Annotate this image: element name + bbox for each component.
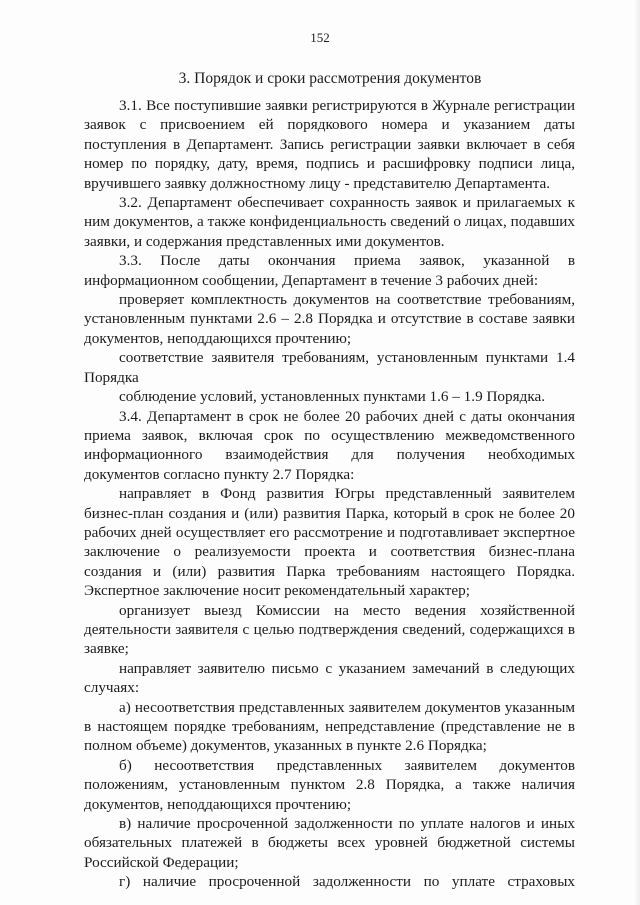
paragraph-3-1: 3.1. Все поступившие заявки регистрируются в Журнале регистрации заявок с присвоением ей порядкового номера и указанием даты поступления в Департамент. Запись регистрации заявки включает в себя номер по порядку, дату, время, подпись и расшифровку подписи лица, вручившего заявку должностному лицу - представителю Департамента.: [84, 97, 575, 192]
list-item-g: г) наличие просроченной задолженности по уплате страховых: [119, 873, 575, 891]
section-heading: 3. Порядок и сроки рассмотрения документов: [178, 70, 482, 87]
paragraph-send-to-fund: направляет в Фонд развития Югры представленный заявителем бизнес-план создания и (или) развития Парка, который в срок не более 20 рабочих дней осуществляет его рассмотрение и подготавливает экспертное заключение о реализуемости проекта и соответствия бизнес-плана создания и (или) развития Парка требованиям настоящего Порядка. Экспертное заключение носит рекомендательный характер;: [84, 485, 575, 600]
document-body: [84, 96, 575, 892]
list-item-b: б) несоответствия представленных заявителем документов положениям, установленным пунктом 2.8 Порядка, а также наличия документов, неподдающихся прочтению;: [84, 756, 575, 813]
paragraph-3-4: 3.4. Департамент в срок не более 20 рабочих дней с даты окончания приема заявок, включая срок по осуществлению межведомственного информационного взаимодействия для получения необходимых документов согласно пункту 2.7 Порядка:: [84, 407, 575, 483]
paragraph-remarks-letter: направляет заявителю письмо с указанием замечаний в следующих случаях:: [84, 659, 575, 697]
paragraph-applicant-compliance: соответствие заявителя требованиям, установленным пунктами 1.4 Порядка: [84, 349, 575, 386]
paragraph-commission-visit: организует выезд Комиссии на место ведения хозяйственной деятельности заявителя с целью подтверждения сведений, содержащихся в заявке;: [84, 601, 575, 658]
list-item-a: а) несоответствия представленных заявителем документов указанным в настоящем порядке требованиям, непредставление (представление не в полном объеме) документов, указанных в пункте 2.6 Порядка;: [84, 698, 575, 755]
paragraph-3-2: 3.2. Департамент обеспечивает сохранность заявок и прилагаемых к ним документов, а также конфиденциальность сведений о лицах, подавших заявки, и содержания представленных ими документов.: [84, 194, 575, 250]
scan-edge-shadow: [634, 0, 640, 905]
paragraph-conditions-compliance: соблюдение условий, установленных пунктами 1.6 – 1.9 Порядка.: [119, 388, 546, 406]
list-item-v: в) наличие просроченной задолженности по уплате налогов и иных обязательных платежей в бюджеты всех уровней бюджетной системы Российской Федерации;: [84, 815, 575, 871]
page-number: 152: [310, 30, 330, 45]
paragraph-check-completeness: проверяет комплектность документов на соответствие требованиям, установленным пунктами 2.6 – 2.8 Порядка и отсутствие в составе заявки документов, неподдающихся прочтению;: [84, 291, 575, 347]
paragraph-3-3: 3.3. После даты окончания приема заявок, указанной в информационном сообщении, Департамент в течение 3 рабочих дней:: [84, 252, 575, 289]
